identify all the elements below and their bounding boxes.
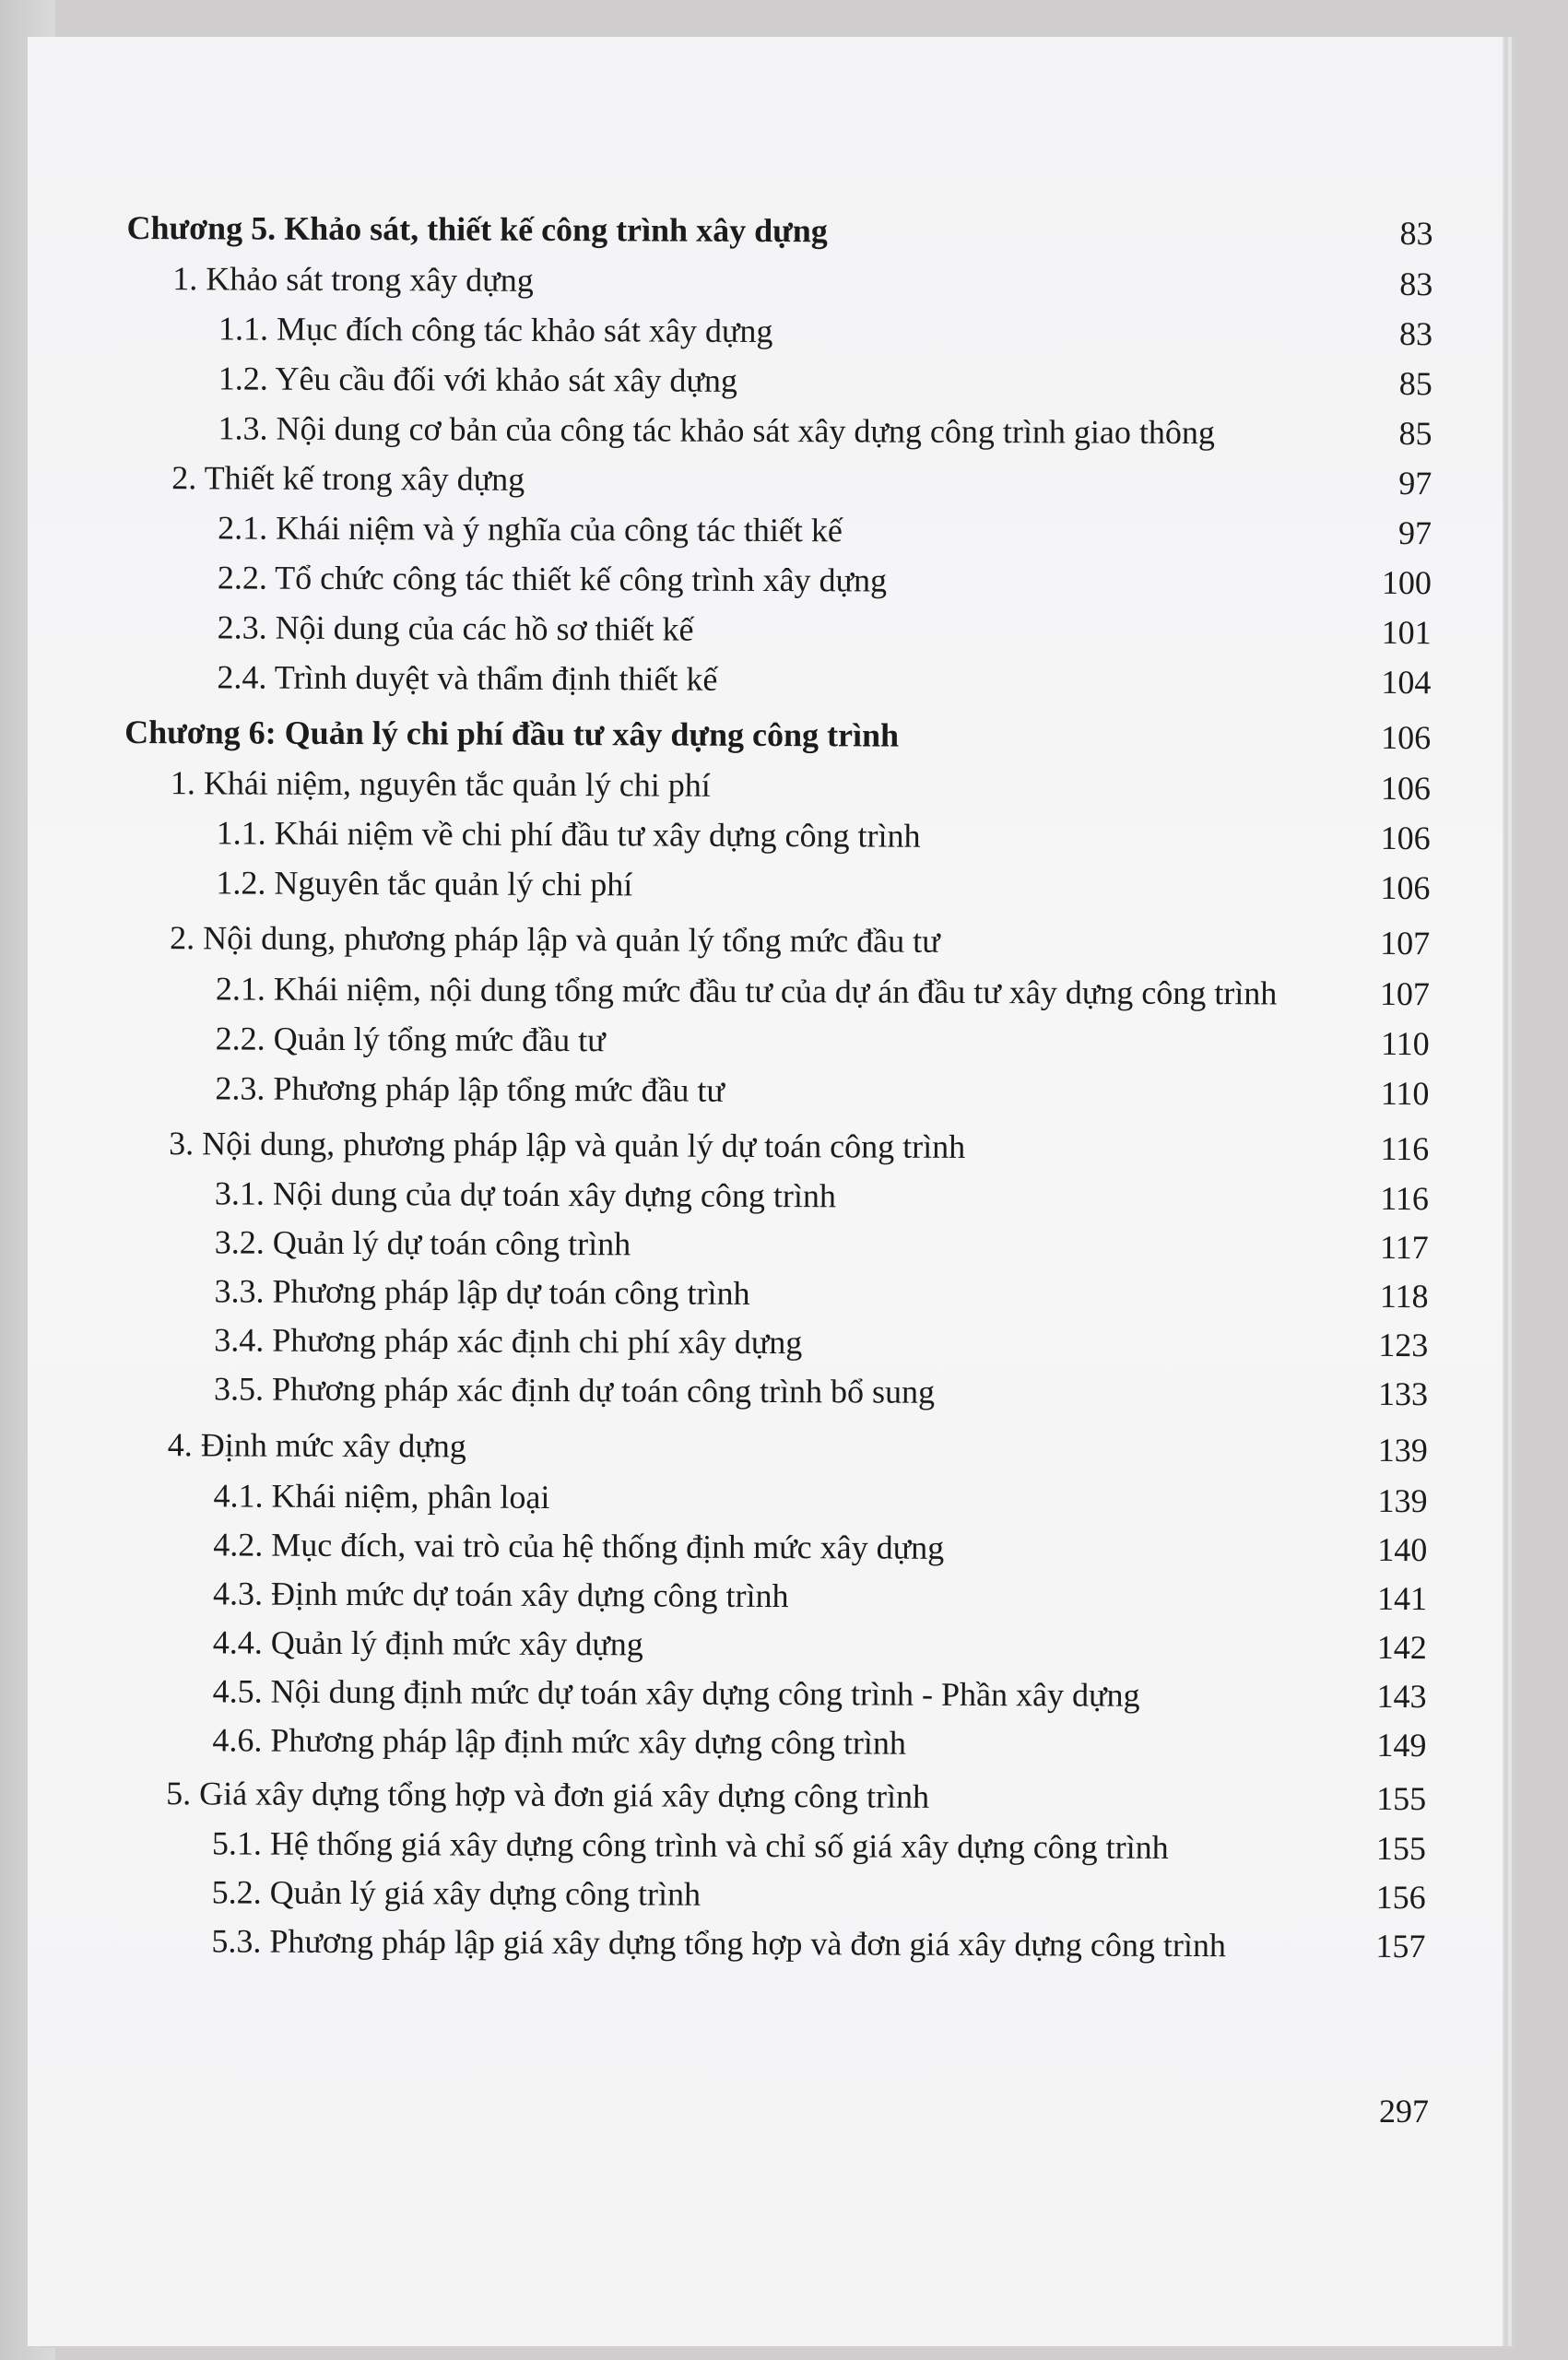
toc-entry-title: 4.2. Mục đích, vai trò của hệ thống định mức xây dựng — [213, 1526, 945, 1566]
toc-entry-page: 157 — [1375, 1927, 1426, 1965]
toc-entry-page: 143 — [1376, 1677, 1427, 1716]
toc-entry-title: 4.4. Quản lý định mức xây dựng — [212, 1623, 643, 1663]
toc-entry-title: 3.5. Phương pháp xác định dự toán công trình bổ sung — [213, 1370, 936, 1410]
toc-entry-title: 1.1. Khái niệm về chi phí đầu tư xây dựng công trình — [216, 814, 921, 855]
toc-entry-page: 106 — [1381, 718, 1432, 757]
toc-entry-title: 5.2. Quản lý giá xây dựng công trình — [211, 1873, 701, 1913]
toc-entry-title: 2.2. Tổ chức công tác thiết kế công trình xây dựng — [217, 559, 888, 599]
toc-entry-title: 3.1. Nội dung của dự toán xây dựng công trình — [214, 1174, 836, 1215]
toc-entry-title: 1. Khảo sát trong xây dựng — [172, 260, 534, 299]
toc-entry-title: 5.1. Hệ thống giá xây dựng công trình và chỉ số giá xây dựng công trình — [211, 1824, 1169, 1866]
toc-entry-page: 155 — [1376, 1779, 1427, 1818]
toc-entry-title: 2.3. Nội dung của các hồ sơ thiết kế — [217, 608, 694, 648]
toc-entry-title: 4. Định mức xây dựng — [167, 1426, 466, 1465]
toc-entry-page: 97 — [1398, 464, 1432, 502]
toc-entry-page: 142 — [1376, 1628, 1427, 1667]
toc-entry-title: 2. Thiết kế trong xây dựng — [171, 459, 525, 498]
toc-entry-title: 1.3. Nội dung cơ bản của công tác khảo sát xây dựng công trình giao thông — [218, 409, 1215, 452]
toc-entry-page: 118 — [1379, 1277, 1429, 1316]
toc-entry-page: 83 — [1399, 214, 1433, 253]
toc-entry-page: 139 — [1377, 1481, 1428, 1520]
toc-entry-page: 140 — [1377, 1530, 1428, 1569]
toc-entry-title: 4.5. Nội dung định mức dự toán xây dựng công trình - Phần xây dựng — [212, 1672, 1140, 1714]
toc-entry-page: 149 — [1376, 1726, 1427, 1764]
toc-entry-title: 1.2. Nguyên tắc quản lý chi phí — [216, 864, 633, 903]
toc-entry-title: 5.3. Phương pháp lập giá xây dựng tổng hợp và đơn giá xây dựng công trình — [211, 1922, 1227, 1965]
toc-entry-page: 97 — [1398, 513, 1432, 552]
toc-entry-title: 5. Giá xây dựng tổng hợp và đơn giá xây dựng công trình — [166, 1775, 930, 1815]
toc-entry-title: 4.3. Định mức dự toán xây dựng công trình — [212, 1575, 789, 1615]
toc-entry-title: 2.1. Khái niệm, nội dung tổng mức đầu tư của dự án đầu tư xây dựng công trình — [215, 970, 1278, 1012]
toc-entry-page: 83 — [1399, 265, 1433, 303]
toc-entry-title: 2.3. Phương pháp lập tổng mức đầu tư — [215, 1069, 725, 1109]
book-page — [28, 37, 1503, 2346]
toc-entry-page: 106 — [1380, 868, 1431, 907]
toc-entry-title: 3.4. Phương pháp xác định chi phí xây dựng — [214, 1321, 803, 1362]
toc-entry-title: 1.2. Yêu cầu đối với khảo sát xây dựng — [218, 360, 738, 399]
toc-entry-page: 83 — [1398, 314, 1433, 353]
toc-entry-page: 85 — [1398, 414, 1432, 453]
toc-entry-page: 139 — [1377, 1431, 1428, 1469]
toc-entry-title: Chương 5. Khảo sát, thiết kế công trình xây dựng — [126, 208, 828, 250]
toc-entry-title: 3.2. Quản lý dự toán công trình — [214, 1223, 631, 1263]
toc-entry-page: 116 — [1380, 1129, 1430, 1168]
toc-entry-page: 101 — [1381, 613, 1432, 652]
page-number: 297 — [1379, 2093, 1429, 2130]
toc-entry-page: 110 — [1380, 1074, 1430, 1113]
toc-entry-page: 155 — [1375, 1829, 1426, 1868]
toc-entry-title: 2.4. Trình duyệt và thẩm định thiết kế — [217, 658, 718, 698]
toc-entry-page: 107 — [1380, 924, 1431, 962]
toc-entry-title: 2.2. Quản lý tổng mức đầu tư — [215, 1020, 606, 1059]
toc-entry-page: 104 — [1381, 663, 1432, 702]
toc-entry-title: 3.3. Phương pháp lập dự toán công trình — [214, 1272, 750, 1312]
toc-entry-page: 106 — [1380, 769, 1431, 808]
toc-entry-page: 107 — [1379, 974, 1431, 1013]
toc-entry-title: 4.1. Khái niệm, phân loại — [213, 1477, 550, 1516]
toc-entry-page: 141 — [1376, 1579, 1428, 1618]
toc-entry-page: 100 — [1381, 563, 1432, 602]
toc-entry-page: 106 — [1380, 819, 1431, 857]
toc-entry-page: 110 — [1380, 1024, 1430, 1063]
toc-entry-page: 133 — [1377, 1375, 1429, 1413]
toc-entry-title: 1.1. Mục đích công tác khảo sát xây dựng — [218, 310, 773, 350]
toc-entry-title: 1. Khái niệm, nguyên tắc quản lý chi phí — [170, 764, 711, 804]
toc-entry-title: 2. Nội dung, phương pháp lập và quản lý tổng mức đầu tư — [170, 919, 940, 960]
toc-entry-page: 116 — [1380, 1179, 1430, 1218]
toc-entry-page: 85 — [1398, 364, 1432, 403]
toc-entry-title: 2.1. Khái niệm và ý nghĩa của công tác thiết kế — [218, 509, 843, 549]
toc-entry-title: 3. Nội dung, phương pháp lập và quản lý dự toán công trình — [169, 1125, 966, 1165]
table-of-contents — [23, 34, 1508, 2350]
toc-entry-page: 123 — [1378, 1326, 1429, 1364]
toc-entry-page: 117 — [1379, 1228, 1429, 1267]
toc-entry-title: 4.6. Phương pháp lập định mức xây dựng công trình — [212, 1721, 906, 1762]
toc-entry-title: Chương 6: Quản lý chi phí đầu tư xây dựng công trình — [124, 713, 900, 754]
toc-entry-page: 156 — [1375, 1878, 1426, 1917]
